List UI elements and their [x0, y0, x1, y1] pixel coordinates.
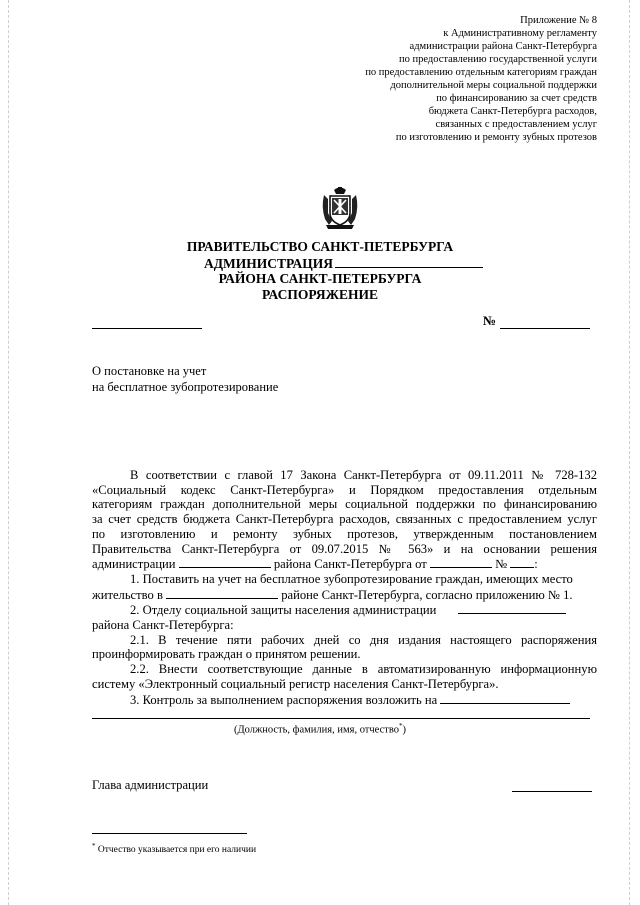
heading-doc-type: [0, 286, 640, 303]
subject-line: О постановке на учет: [92, 364, 207, 378]
footnote: [92, 842, 256, 855]
body-line-decision: [92, 556, 597, 572]
administration-name-blank: [335, 254, 483, 268]
appendix-line: по изготовлению и ремонту зубных протезов: [395, 132, 597, 143]
document-type: РАСПОРЯЖЕНИЕ: [261, 287, 379, 302]
body-fragment: района Санкт-Петербурга от: [273, 557, 427, 572]
signature-line: [512, 791, 592, 792]
body-line: «Социальный кодекс Санкт-Петербурга» и Порядком предоставления отдельным: [92, 482, 597, 497]
scan-edge-left: [8, 0, 9, 905]
document-body: [92, 468, 597, 707]
number-sign: №: [483, 313, 497, 328]
appendix-line: дополнительной меры социальной поддержки: [390, 80, 597, 91]
footnote-separator: [92, 833, 247, 834]
body-fragment: :: [534, 557, 538, 572]
heading-district: [0, 270, 640, 287]
body-fragment: жительство в: [92, 587, 163, 602]
heading-government: [0, 238, 640, 255]
body-line-department: [92, 602, 597, 618]
footnote-marker: *: [92, 842, 96, 850]
body-fragment: администрации: [92, 557, 176, 572]
body-fragment: №: [495, 557, 508, 572]
body-fragment: 3. Контроль за выполнением распоряжения возложить на: [130, 692, 438, 707]
coat-of-arms-icon: [318, 185, 362, 231]
decision-date-blank: [430, 556, 492, 568]
scan-edge-right: [629, 0, 630, 905]
body-line-control: [92, 692, 597, 708]
body-line: В соответствии с главой 17 Закона Санкт-Петербурга от 09.11.2011 № 728-132: [130, 468, 597, 482]
body-line-residence: [92, 587, 597, 603]
controller-blank: [440, 692, 570, 704]
district-blank: [179, 556, 271, 568]
appendix-line: по финансированию за счет средств: [436, 93, 597, 104]
responsible-person-line: [92, 718, 590, 719]
body-fragment: 2. Отделу социальной защиты населения администрации: [130, 603, 437, 618]
footnote-marker: *: [398, 722, 403, 730]
department-blank: [458, 602, 566, 614]
date-field-line: [92, 328, 202, 329]
body-fragment: районе Санкт-Петербурга, согласно приложению № 1.: [281, 587, 573, 602]
appendix-line: к Административному регламенту: [443, 28, 597, 39]
number-field-line: [500, 328, 590, 329]
body-line: проинформировать граждан о принятом решении.: [92, 647, 361, 662]
government-title: ПРАВИТЕЛЬСТВО САНКТ-ПЕТЕРБУРГА: [186, 239, 454, 254]
footnote-text: Отчество указывается при его наличии: [97, 845, 257, 856]
body-line: категориям граждан дополнительной меры социальной поддержки по финансированию: [92, 497, 597, 512]
appendix-line: связанных с предоставлением услуг: [435, 119, 597, 130]
appendix-line: бюджета Санкт-Петербурга расходов,: [428, 106, 597, 117]
appendix-line: Приложение № 8: [520, 15, 597, 26]
signatory-title: Глава администрации: [92, 778, 209, 792]
body-line: 2.1. В течение пяти рабочих дней со дня издания настоящего распоряжения: [130, 632, 597, 647]
decision-number-blank: [510, 556, 534, 568]
caption-close: ): [402, 724, 406, 736]
appendix-line: администрации района Санкт-Петербурга: [409, 41, 597, 52]
appendix-line: по предоставлению государственной услуги: [399, 54, 597, 65]
residence-district-blank: [166, 587, 278, 599]
body-line: Правительства Санкт-Петербурга от 09.07.2015 № 563» и на основании решения: [92, 541, 597, 556]
body-line: района Санкт-Петербурга:: [92, 618, 234, 633]
body-line: систему «Электронный социальный регистр населения Санкт-Петербурга».: [92, 676, 499, 691]
caption-text: (Должность, фамилия, имя, отчество: [234, 724, 399, 736]
administration-title: АДМИНИСТРАЦИЯ: [204, 256, 334, 271]
appendix-line: по предоставлению отдельным категориям граждан: [365, 67, 597, 78]
body-line: 2.2. Внести соответствующие данные в автоматизированную информационную: [130, 662, 597, 677]
responsible-person-caption: [0, 722, 640, 736]
appendix-reference: [267, 14, 597, 144]
document-subject: [92, 363, 278, 395]
body-line: по изготовлению и ремонту зубных протезов, утвержденным постановлением: [92, 526, 597, 541]
body-line: за счет средств бюджета Санкт-Петербурга расходов, связанных с предоставлением услуг: [92, 512, 597, 527]
subject-line: на бесплатное зубопротезирование: [92, 380, 279, 394]
district-title: РАЙОНА САНКТ-ПЕТЕРБУРГА: [218, 271, 422, 286]
body-line: 1. Поставить на учет на бесплатное зубопротезирование граждан, имеющих место: [130, 571, 573, 586]
